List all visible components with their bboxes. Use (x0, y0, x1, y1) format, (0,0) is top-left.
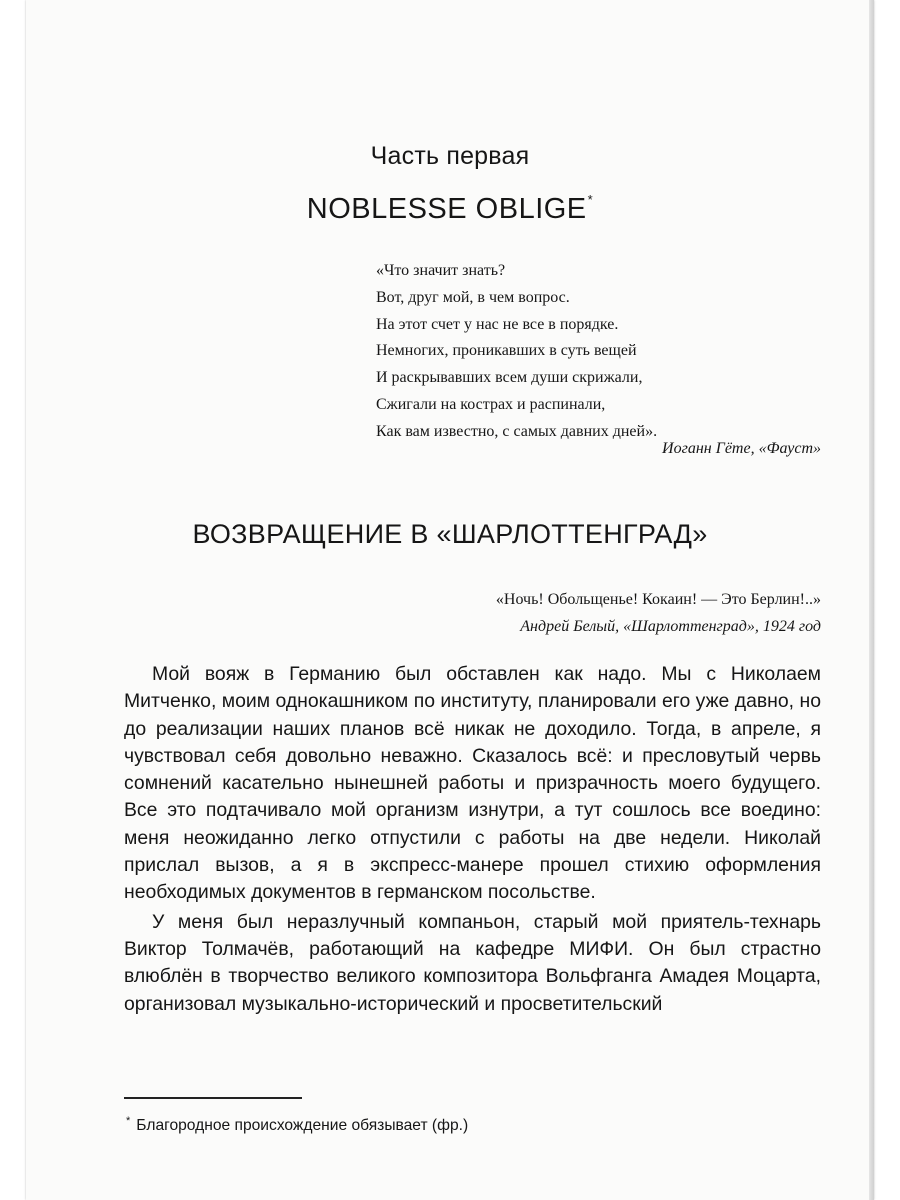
book-page (26, 0, 874, 1200)
part-title (26, 192, 874, 226)
epigraph-line: Сжигали на кострах и распинали, (376, 395, 606, 413)
paragraph: У меня был неразлучный компаньон, старый мой приятель-технарь Виктор Толмачёв, работающий на кафедре МИФИ. Он был страстно влюблён в творчество великого композитора Вольфганга Амадея Моцарта, организовал музыкально-исторический и просветительский (124, 910, 821, 1015)
epigraph-line: И раскрывавших всем души скрижали, (376, 369, 643, 387)
epigraph (376, 258, 826, 446)
footnote (126, 1115, 468, 1135)
chapter-epigraph-quote: «Ночь! Обольщенье! Кокаин! — Это Берлин!..» (495, 591, 821, 608)
chapter-epigraph (496, 586, 821, 640)
footnote-text: Благородное происхождение обязывает (фр.) (136, 1117, 469, 1134)
epigraph-attribution: Иоганн Гёте, «Фауст» (662, 440, 821, 457)
footnote-mark: * (126, 1115, 131, 1127)
body-text (124, 661, 821, 1018)
part-title-text: NOBLESSE OBLIGE (306, 193, 587, 225)
epigraph-line: На этот счет у нас не все в порядке. (376, 315, 619, 333)
epigraph-line: Вот, друг мой, в чем вопрос. (376, 288, 570, 306)
epigraph-line: Немногих, проникавших в суть вещей (376, 342, 637, 360)
epigraph-line: «Что значит знать? (376, 262, 506, 279)
part-label: Часть первая (370, 142, 530, 170)
paragraph: Мой вояж в Германию был обставлен как надо. Мы с Николаем Митченко, моим однокашником по институту, планировали его уже давно, но до реализации наших планов всё никак не доходило. Тогда, в апреле, я чувствовал себя довольно неважно. Сказалось всё: и пресловутый червь сомнений касательно нынешней работы и призрачность моего будущего. Все это подтачивало мой организм изнутри, а тут сошлось все воедино: меня неожиданно легко отпустили с работы на две недели. Николай прислал вызов, а я в экспресс-манере прошел стихию оформления необходимых документов в германском посольстве. (124, 663, 821, 904)
chapter-title: ВОЗВРАЩЕНИЕ В «ШАРЛОТТЕНГРАД» (192, 519, 708, 549)
footnote-mark: * (587, 192, 594, 207)
chapter-epigraph-attribution: Андрей Белый, «Шарлоттенград», 1924 год (520, 618, 821, 635)
footnote-divider (124, 1097, 302, 1099)
epigraph-line: Как вам известно, с самых давних дней». (376, 422, 658, 440)
